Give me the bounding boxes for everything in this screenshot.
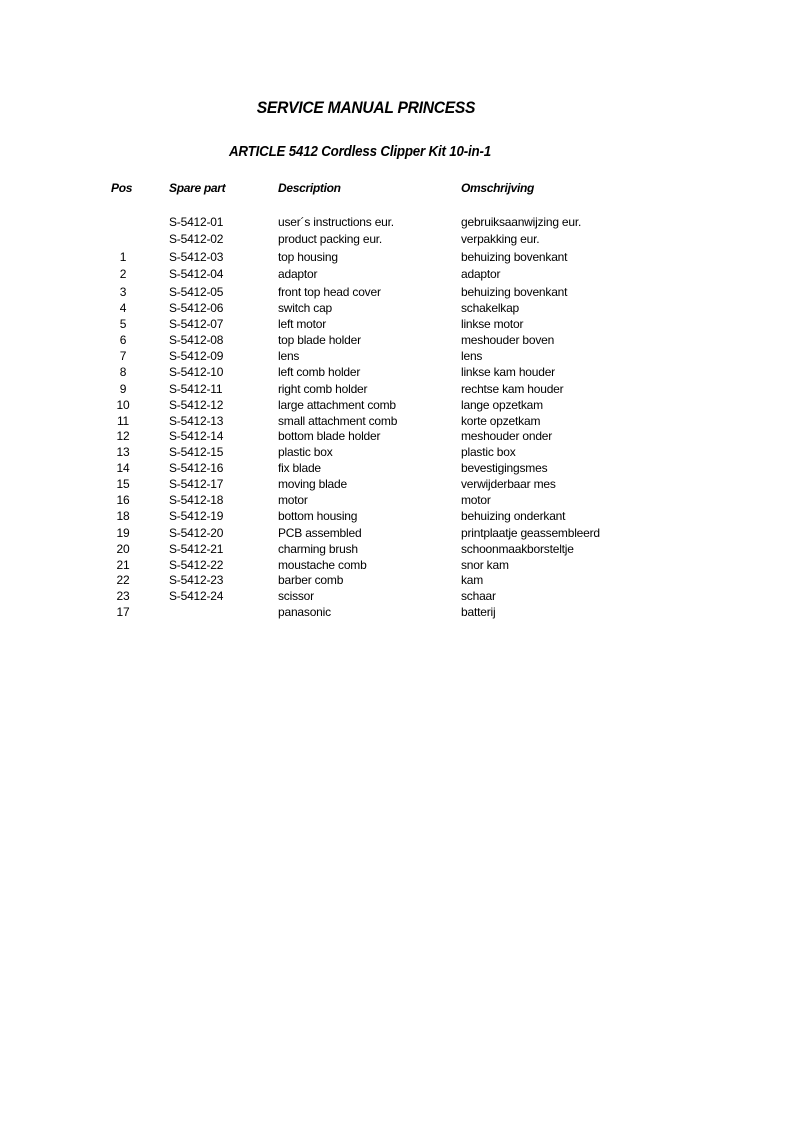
table-row	[0, 266, 802, 282]
pos-cell: 2	[119, 267, 127, 281]
pos-cell: 3	[119, 285, 127, 299]
table-row	[0, 604, 802, 620]
omschrijving-cell: kam	[461, 573, 484, 587]
pos-cell: 10	[116, 398, 130, 412]
pos-cell: 19	[116, 526, 130, 540]
spare-part-cell: S-5412-05	[169, 285, 224, 299]
pos-cell: 7	[119, 349, 127, 363]
description-cell: moustache comb	[278, 558, 367, 572]
spare-part-cell: S-5412-01	[169, 215, 224, 229]
pos-cell: 22	[116, 573, 130, 587]
table-row	[0, 348, 802, 364]
omschrijving-cell: lange opzetkam	[461, 398, 543, 412]
header-pos: Pos	[111, 181, 133, 195]
omschrijving-cell: schaar	[461, 589, 496, 603]
spare-part-cell: S-5412-14	[169, 429, 224, 443]
table-row	[0, 231, 802, 247]
table-row	[0, 572, 802, 588]
spare-part-cell: S-5412-03	[169, 250, 224, 264]
spare-part-cell: S-5412-06	[169, 301, 224, 315]
omschrijving-cell: schoonmaakborsteltje	[461, 542, 574, 556]
spare-part-cell: S-5412-24	[169, 589, 224, 603]
spare-part-cell: S-5412-20	[169, 526, 224, 540]
pos-cell: 20	[116, 542, 130, 556]
description-cell: adaptor	[278, 267, 318, 281]
description-cell: plastic box	[278, 445, 333, 459]
description-cell: panasonic	[278, 605, 331, 619]
pos-cell: 13	[116, 445, 130, 459]
table-row	[0, 428, 802, 444]
omschrijving-cell: verwijderbaar mes	[461, 477, 556, 491]
description-cell: PCB assembled	[278, 526, 362, 540]
omschrijving-cell: printplaatje geassembleerd	[461, 526, 600, 540]
description-cell: product packing eur.	[278, 232, 383, 246]
pos-cell: 4	[119, 301, 127, 315]
description-cell: barber comb	[278, 573, 344, 587]
page-subtitle: ARTICLE 5412 Cordless Clipper Kit 10-in-1	[228, 144, 492, 160]
description-cell: left comb holder	[278, 365, 361, 379]
description-cell: lens	[278, 349, 300, 363]
description-cell: user´s instructions eur.	[278, 215, 394, 229]
description-cell: small attachment comb	[278, 414, 398, 428]
spare-part-cell: S-5412-18	[169, 493, 224, 507]
table-row	[0, 525, 802, 541]
omschrijving-cell: schakelkap	[461, 301, 520, 315]
spare-part-cell: S-5412-15	[169, 445, 224, 459]
omschrijving-cell: verpakking eur.	[461, 232, 540, 246]
spare-part-cell: S-5412-12	[169, 398, 224, 412]
pos-cell: 17	[116, 605, 130, 619]
pos-cell: 8	[119, 365, 127, 379]
omschrijving-cell: korte opzetkam	[461, 414, 541, 428]
omschrijving-cell: meshouder onder	[461, 429, 553, 443]
spare-part-cell: S-5412-19	[169, 509, 224, 523]
omschrijving-cell: adaptor	[461, 267, 501, 281]
spare-part-cell: S-5412-17	[169, 477, 224, 491]
omschrijving-cell: linkse kam houder	[461, 365, 555, 379]
spare-part-cell: S-5412-10	[169, 365, 224, 379]
table-row	[0, 381, 802, 397]
description-cell: switch cap	[278, 301, 333, 315]
description-cell: large attachment comb	[278, 398, 396, 412]
header-spare-part: Spare part	[169, 181, 226, 195]
table-row	[0, 444, 802, 460]
description-cell: left motor	[278, 317, 327, 331]
omschrijving-cell: linkse motor	[461, 317, 524, 331]
pos-cell: 21	[116, 558, 130, 572]
omschrijving-cell: meshouder boven	[461, 333, 555, 347]
pos-cell: 11	[116, 414, 130, 428]
table-row	[0, 332, 802, 348]
pos-cell: 16	[116, 493, 130, 507]
table-row	[0, 588, 802, 604]
omschrijving-cell: behuizing bovenkant	[461, 250, 568, 264]
table-row	[0, 541, 802, 557]
table-row	[0, 397, 802, 413]
pos-cell: 18	[116, 509, 130, 523]
pos-cell: 9	[119, 382, 127, 396]
table-row	[0, 249, 802, 265]
table-row	[0, 364, 802, 380]
table-row	[0, 492, 802, 508]
pos-cell: 15	[116, 477, 130, 491]
pos-cell: 14	[116, 461, 130, 475]
omschrijving-cell: snor kam	[461, 558, 509, 572]
omschrijving-cell: bevestigingsmes	[461, 461, 548, 475]
table-row	[0, 413, 802, 429]
spare-part-cell: S-5412-21	[169, 542, 224, 556]
description-cell: right comb holder	[278, 382, 368, 396]
table-row	[0, 557, 802, 573]
omschrijving-cell: motor	[461, 493, 491, 507]
table-row	[0, 300, 802, 316]
page-title: SERVICE MANUAL PRINCESS	[256, 98, 476, 117]
omschrijving-cell: behuizing bovenkant	[461, 285, 568, 299]
pos-cell: 12	[116, 429, 130, 443]
omschrijving-cell: plastic box	[461, 445, 516, 459]
description-cell: bottom housing	[278, 509, 358, 523]
spare-part-cell: S-5412-23	[169, 573, 224, 587]
table-row	[0, 214, 802, 230]
omschrijving-cell: behuizing onderkant	[461, 509, 566, 523]
description-cell: front top head cover	[278, 285, 381, 299]
spare-part-cell: S-5412-09	[169, 349, 224, 363]
spare-part-cell: S-5412-16	[169, 461, 224, 475]
description-cell: motor	[278, 493, 308, 507]
header-description: Description	[278, 181, 341, 195]
pos-cell: 6	[119, 333, 127, 347]
spare-part-cell: S-5412-04	[169, 267, 224, 281]
table-row	[0, 316, 802, 332]
description-cell: scissor	[278, 589, 314, 603]
spare-part-cell: S-5412-08	[169, 333, 224, 347]
omschrijving-cell: gebruiksaanwijzing eur.	[461, 215, 582, 229]
table-row	[0, 460, 802, 476]
pos-cell: 1	[119, 250, 127, 264]
spare-part-cell: S-5412-22	[169, 558, 224, 572]
spare-part-cell: S-5412-02	[169, 232, 224, 246]
description-cell: top blade holder	[278, 333, 361, 347]
spare-part-cell: S-5412-07	[169, 317, 224, 331]
spare-part-cell: S-5412-11	[169, 382, 223, 396]
spare-part-cell: S-5412-13	[169, 414, 224, 428]
description-cell: charming brush	[278, 542, 358, 556]
omschrijving-cell: lens	[461, 349, 483, 363]
omschrijving-cell: rechtse kam houder	[461, 382, 564, 396]
description-cell: moving blade	[278, 477, 347, 491]
table-row	[0, 476, 802, 492]
description-cell: top housing	[278, 250, 338, 264]
description-cell: fix blade	[278, 461, 321, 475]
omschrijving-cell: batterij	[461, 605, 496, 619]
table-row	[0, 508, 802, 524]
pos-cell: 23	[116, 589, 130, 603]
pos-cell: 5	[119, 317, 127, 331]
table-row	[0, 284, 802, 300]
description-cell: bottom blade holder	[278, 429, 381, 443]
header-omschrijving: Omschrijving	[461, 181, 535, 195]
